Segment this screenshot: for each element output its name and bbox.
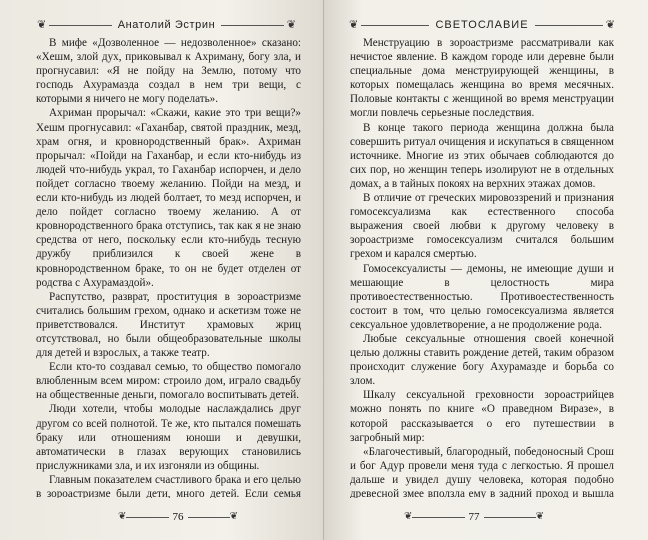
right-page-body bbox=[350, 36, 614, 498]
ornament-icon: ❦ bbox=[535, 511, 544, 522]
paragraph: Если кто-то создавал семью, то общество помогало влюбленным всем миром: строило дом, играло свадьбу на общественные деньги, помогало воспитывать детей. bbox=[36, 361, 301, 402]
paragraph: Главным показателем счастливого брака и его целью в зороастризме были дети, много детей. Если семья bbox=[36, 473, 301, 498]
paragraph: В отличие от греческих мировоззрений и признания гомосексуализма как естественного способа выражения своей любви к другому человеку в зороастризме гомосексуализм считался большим грехом и карался смертью. bbox=[350, 192, 614, 261]
ornament-icon: ❦ bbox=[349, 18, 359, 31]
header-rule bbox=[49, 25, 111, 26]
paragraph: Любые сексуальные отношения своей конечной целью должны ставить рождение детей, таким образом происходит служение богу Ахурамазде и борьба со злом. bbox=[350, 332, 614, 388]
ornament-icon: ❦ bbox=[229, 511, 238, 522]
header-rule bbox=[535, 25, 603, 26]
author-name: Анатолий Эстрин bbox=[117, 19, 216, 31]
book-title: СВЕТОСЛАВИЕ bbox=[435, 19, 529, 31]
page-number: 76 bbox=[172, 511, 184, 523]
ornament-icon: ❦ bbox=[37, 18, 47, 31]
ornament-icon: ❦ bbox=[605, 18, 615, 31]
header-rule bbox=[221, 25, 283, 26]
paragraph: Шкалу сексуальной греховности зороастрийцев можно понять по книге «О праведном Виразе», в которой рассказывается о его путешествии в загробный мир: bbox=[350, 389, 614, 444]
paragraph: В конце такого периода женщина должна была совершить ритуал очищения и искупаться в священном источнике. Многие из этих обычаев соблюдаются до сих пор, но женщин теперь изолируют не в отдельных домах, а в тайных покоях на верхних этажах домов. bbox=[350, 121, 614, 190]
ornament-icon: ❦ bbox=[118, 511, 127, 522]
footer-rule bbox=[412, 517, 464, 518]
paragraph: «Благочестивый, благородный, победоносный Срош и бог Адур провели меня туда с легкостью. Я прошел дальше и увидел душу человека, которая подобно древесной змее вползла ему в задний проход и вышла bbox=[350, 445, 614, 498]
left-page-header bbox=[34, 14, 299, 36]
paragraph: Распутство, разврат, проституция в зороастризме считались большим грехом, однако и аскетизм тоже не приветствовался. Институт храмовых жриц отсутствовал, но были общеобразовательные школы для детей и взрослых, а также театр. bbox=[36, 290, 301, 360]
footer-rule bbox=[126, 517, 168, 518]
left-page-body bbox=[36, 36, 301, 498]
right-page bbox=[324, 0, 648, 540]
paragraph: В мифе «Дозволенное — недозволенное» сказано: «Хешм, злой дух, приковывал к Ахриману, богу зла, и прогнусавил: «Я не пойду на Землю, потому что господь Ахурамазда создал в нем три вещи, с которыми я ничего не могу поделать». bbox=[36, 37, 301, 106]
page-number: 77 bbox=[468, 511, 480, 523]
ornament-icon: ❦ bbox=[286, 18, 296, 31]
paragraph: Ахриман прорычал: «Скажи, какие это три вещи?» Хешм прогнусавил: «Гаханбар, святой праздник, мезд, храм огня, и кровнородственный брак». Ахриман прорычал: «Пойди на Гаханбар, и если кто-нибудь из людей что-нибудь украл, то Гаханбар испорчен, и дело пойдет согласно твоему желанию. Пойди на мезд, и если кто-нибудь из людей болтает, то мезд испорчен, и дело пойдет согласно твоему желанию. А от кровнородственного брака отступись, так как я не знаю средства от него, поскольку если кто-нибудь тесную дружбу приблизился к своей жене в кровнородственном браке, то он не будет отделен от родства с Ахурамаздой». bbox=[36, 107, 301, 289]
right-page-footer bbox=[404, 506, 544, 528]
paragraph: Менструацию в зороастризме рассматривали как нечистое явление. В каждом городе или деревне были специальные дома менструирующей женщины, в которых помещалась женщина во время месячных. Половые контакты с женщиной во время менструации могли повлечь серьезные последствия. bbox=[350, 37, 614, 120]
header-rule bbox=[361, 25, 429, 26]
paragraph: Гомосексуалисты — демоны, не имеющие души и мешающие в целостность мира противоестественностью. Противоестественность состоит в том, что целью гомосексуализма является сексуальное удовлетворение, а не продолжение рода. bbox=[350, 262, 614, 331]
ornament-icon: ❦ bbox=[404, 511, 413, 522]
left-page-footer bbox=[118, 506, 238, 528]
footer-rule bbox=[188, 517, 230, 518]
right-page-header bbox=[346, 14, 618, 36]
paragraph: Люди хотели, чтобы молодые наслаждались друг другом со всей полнотой. Те же, кто пытался помешать браку или отношениям юноши и девушки, автоматически в глазах верующих становились прислужниками зла, и их изгоняли из общины. bbox=[36, 403, 301, 472]
footer-rule bbox=[484, 517, 536, 518]
